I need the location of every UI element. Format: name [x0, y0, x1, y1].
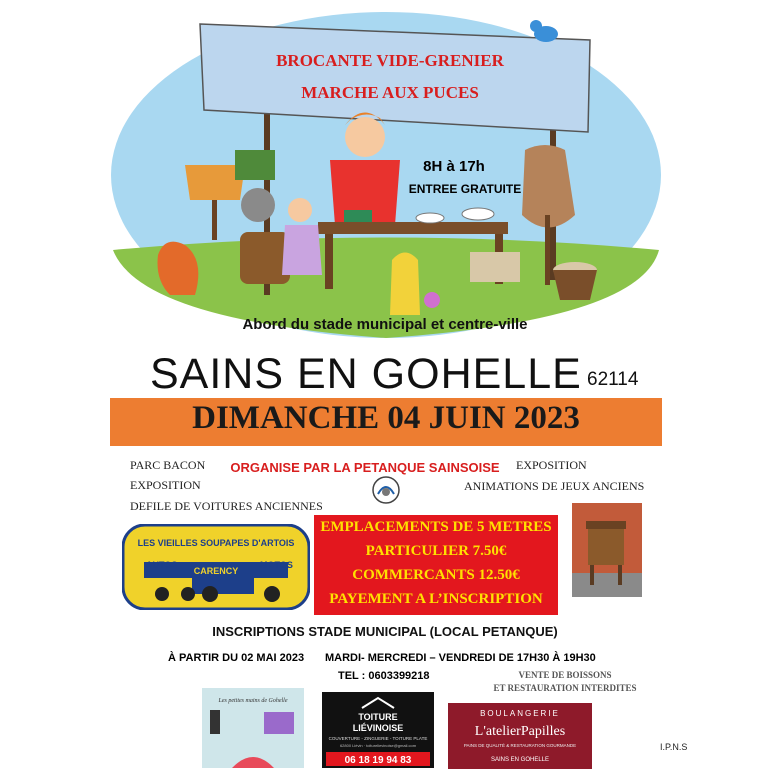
sponsor-petites-mains: [202, 688, 304, 768]
activity-exposition-right: EXPOSITION: [516, 458, 587, 472]
notice-line-1: VENTE DE BOISSONS: [518, 670, 612, 680]
banner-title-line-2: MARCHE AUX PUCES: [301, 83, 479, 102]
banner-title-line-1: BROCANTE VIDE-GRENIER: [276, 51, 504, 70]
phone-number: TEL : 0603399218: [338, 670, 430, 682]
sponsor-2-phone: 06 18 19 94 83: [344, 755, 412, 766]
sponsor-3-name: L'atelierPapilles: [474, 724, 566, 739]
sponsor-toiture-lievinoise: [322, 692, 434, 768]
sponsor-2-tagline: COUVERTURE - ZINGUERIE - TOITURE PLATE: [328, 736, 428, 741]
opening-hours: 8H à 17h: [423, 158, 485, 175]
sponsor-1-title: Les petites mains de Gohelle: [218, 698, 288, 704]
sponsor-2-name-2: LIÉVINOISE: [352, 723, 404, 733]
sponsor-2-address: 62800 Liévin · toiturelievinoise@gmail.com: [339, 743, 417, 748]
activity-animations: ANIMATIONS DE JEUX ANCIENS: [464, 479, 645, 493]
petanque-logo: [368, 474, 404, 510]
city-name: SAINS EN GOHELLE: [150, 350, 582, 398]
pricing-line-2: PARTICULIER 7.50€: [365, 543, 507, 559]
notice-line-2: ET RESTAURATION INTERDITES: [493, 683, 637, 693]
sponsor-3-city: SAINS EN GOHELLE: [490, 757, 550, 763]
pricing-line-3: COMMERCANTS 12.50€: [352, 567, 520, 583]
car-club-logo: [122, 524, 310, 610]
postcode: 62114: [587, 369, 639, 390]
sponsor-3-top: BOULANGERIE: [480, 709, 560, 718]
event-date: DIMANCHE 04 JUIN 2023: [192, 400, 580, 436]
entry-note: ENTREE GRATUITE: [408, 182, 522, 196]
sponsor-2-name: TOITURE: [358, 712, 398, 722]
pricing-line-4: PAYEMENT A L’INSCRIPTION: [329, 591, 543, 607]
activity-exposition-left: EXPOSITION: [130, 478, 201, 492]
car-club-arc: LES VIEILLES SOUPAPES D'ARTOIS: [137, 538, 295, 548]
inscriptions-info: INSCRIPTIONS STADE MUNICIPAL (LOCAL PETANQUE): [212, 624, 558, 639]
sponsor-3-tagline: PAINS DE QUALITÉ & RESTAURATION GOURMANDE: [463, 743, 577, 748]
furniture-photo: [572, 503, 642, 597]
car-club-motos: MOTOS: [260, 560, 293, 570]
ipns-credit: I.P.N.S: [660, 742, 688, 752]
pricing-line-1: EMPLACEMENTS DE 5 METRES: [320, 519, 552, 535]
activity-defile: DEFILE DE VOITURES ANCIENNES: [130, 499, 323, 513]
car-club-autos: AUTOS: [146, 560, 178, 570]
car-club-carency: CARENCY: [193, 566, 239, 576]
activity-parc: PARC BACON: [130, 458, 206, 472]
organiser: ORGANISE PAR LA PETANQUE SAINSOISE: [230, 460, 500, 475]
sponsor-atelier-papilles: [448, 703, 592, 769]
registration-schedule: MARDI- MERCREDI – VENDREDI DE 17H30 À 19H30: [325, 652, 596, 664]
location-text: Abord du stade municipal et centre-ville: [242, 316, 528, 333]
registration-start: À PARTIR DU 02 MAI 2023: [168, 652, 305, 664]
